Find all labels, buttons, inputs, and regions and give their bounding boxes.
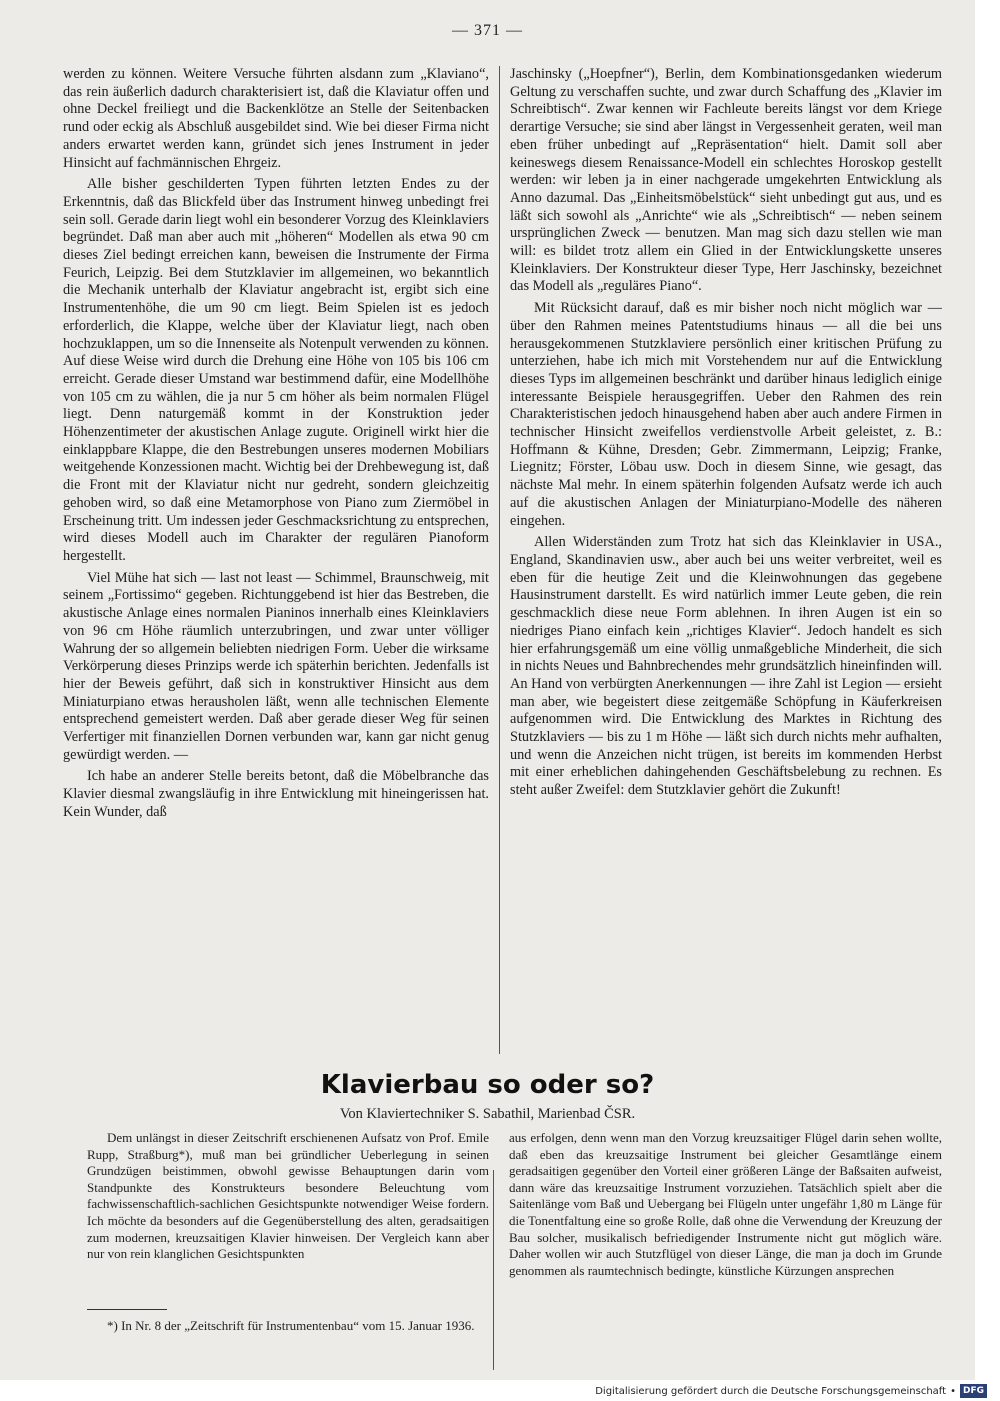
text-column-left bbox=[63, 66, 489, 1056]
page-number: — 371 — bbox=[452, 22, 523, 39]
column-paragraph: Alle bisher geschilderten Typen führten letzten Endes zu der Erkenntnis, daß das Blickfeld über das Instrument hinweg unbedingt frei sein soll. Gerade darin liegt wohl ein besonderer Vorzug des Kleinklaviers begründet. Daß man aber auch mit „höheren“ Modellen als etwa 90 cm dieses Ziel bedingt erreichen kann, beweisen die Instrumente der Firma Feurich, Leipzig. Bei dem Stutzklavier im allgemeinen, wo bekanntlich die Mechanik unterhalb der Klaviatur angebracht ist, ergibt sich eine Instrumentenhöhe, die um 90 cm liegt. Beim Spielen ist es jedoch erforderlich, die Klappe, welche über der Klaviatur liegt, nach oben hochzuklappen, um so die Innenseite als Notenpult verwenden zu können. Auf diese Weise wird durch die Drehung eine Höhe von 105 bis 106 cm erreicht. Gerade dieser Umstand war bestimmend dafür, eine Modellhöhe von 105 cm zu wählen, die ja nur 5 cm höher als beim normalen Flügel liegt. Denn naturgemäß kommt in der Konstruktion jeder Höhenzentimeter der akustischen Anlage zugute. Originell wirkt hier die einklappbare Klappe, die den Bestrebungen unseres modernen Mobiliars weitgehende Konzessionen macht. Wichtig bei der Drehbewegung ist, daß die Front mit der Klaviatur nicht nur gedreht, sondern gleichzeitig gehoben wird, so daß eine Metamorphose von Piano zum Ziermöbel in Erscheinung tritt. Um indessen jeder Geschmacksrichtung zu entsprechen, wird dieses Modell auch im Charakter der regulären Pianoform hergestellt. bbox=[63, 176, 489, 564]
column-paragraph: Mit Rücksicht darauf, daß es mir bisher noch nicht möglich war — über den Rahmen meines Patentstudiums hinaus — all die bei uns herausgekommenen Stutzklaviere persönlich einer kritischen Prüfung zu unterziehen, habe ich mich mit Vorstehendem nur auf die Entwicklung dieses Typs im allgemeinen beschränkt und darüber hinaus lediglich einige interessante Beispiele herausgegriffen. Ueber den Rahmen des rein Charakteristischen jedoch hinausgehend haben aber auch andere Firmen in technischer Hinsicht zweifellos verdienstvolle Arbeit geleistet, z. B.: Hoffmann & Kühne, Dresden; Gebr. Zimmermann, Leipzig; Franke, Liegnitz; Förster, Löbau usw. Doch in diesem Sinne, wie gesagt, das nächste Mal mehr. In einem späterhin folgenden Aufsatz werde ich auch auf die akustischen Anlagen der Miniaturpiano-Modelle des näheren eingehen. bbox=[510, 300, 942, 529]
footnote: *) In Nr. 8 der „Zeitschrift für Instrumentenbau“ vom 15. Januar 1936. bbox=[107, 1318, 475, 1333]
footnote-rule bbox=[87, 1309, 167, 1310]
column-divider-bottom bbox=[493, 1170, 494, 1370]
text-column-right bbox=[510, 66, 942, 1056]
article-paragraph: Dem unlängst in dieser Zeitschrift erschienenen Aufsatz von Prof. Emile Rupp, Straßburg*), muß man bei gründlicher Ueberlegung in seinen Grundzügen beistimmen, obwohl gewisse Behauptungen darin vom Standpunkte des Konstrukteurs besondere Beleuchtung vom fachwissenschaftlich-sachlichen Gesichtspunkte notwendiger Weise fordern. Ich möchte da besonders auf die Gegenüberstellung des alten, geradsaitigen zum modernen, kreuzsaitigen Klavier hinweisen. Der Vergleich kann aber nur von rein klanglichen Gesichtspunkten bbox=[87, 1130, 489, 1262]
column-paragraph: Jaschinsky („Hoepfner“), Berlin, dem Kombinationsgedanken wiederum Geltung zu verschaffen suchte, und zwar durch Schaffung des „Klavier im Schreibtisch“. Zwar kennen wir Fachleute bereits längst vor dem Kriege derartige Versuche; sie sind aber längst in Vergessenheit geraten, weil man eben früher unbedingt auf „Repräsentation“ hielt. Damit soll aber keineswegs diesem Renaissance-Modell ein schlechtes Horoskop gestellt werden: wir leben ja in einer nachgerade umgekehrten Entwicklung als Anno dazumal. Das „Einheitsmöbelstück“ sieht unbedingt gut aus, und es läßt sich sowohl als „Anrichte“ wie als „Schreibtisch“ — neben seinem ursprünglichen Zweck — benutzen. Man mag sich dazu stellen wie man will: es bildet trotz allem ein Glied in der Entwicklungskette unseres Kleinklaviers. Der Konstrukteur dieser Type, Herr Jaschinsky, bezeichnet das Modell als „reguläres Piano“. bbox=[510, 66, 942, 295]
column-paragraph: Viel Mühe hat sich — last not least — Schimmel, Braunschweig, mit seinem „Fortissimo“ gegeben. Richtunggebend ist hier das Bestreben, die akustische Anlage eines normalen Pianinos innerhalb eines Kleinklaviers von 96 cm Höhe räumlich unterzubringen, und zwar unter völliger Wahrung der so allgemein beliebten niedrigen Form. Ueber die wirksame Verkörperung dieses Prinzips werde ich späterhin berichten. Jedenfalls ist hier der Beweis geführt, daß sich in konstruktiver Hinsicht aus dem Miniaturpiano etwas herausholen läßt, wenn alle technischen Elemente entsprechend gemeistert werden. Daß aber gerade dieser Weg für seinen Verfertiger mit finanziellen Dornen verbunden war, kann gar nicht genug gewürdigt werden. — bbox=[63, 569, 489, 763]
column-paragraph: Allen Widerständen zum Trotz hat sich das Kleinklavier in USA., England, Skandinavien usw., aber auch bei uns weiter verbreitet, weil es eben für die heutige Zeit und die Kleinwohnungen das gegebene Hausinstrument darstellt. Es wird natürlich immer Leute geben, die rein geschmacklich diese neue Form ablehnen. In ihren Augen ist ein so niedriges Piano einfach kein „richtiges Klavier“. Jedoch handelt es sich hier erfahrungsgemäß um eine völlig unmaßgebliche Minderheit, die sich in nichts Neues und Bahnbrechendes mehr grundsätzlich hineinfinden will. An Hand von verbürgten Anerkennungen — ihre Zahl ist Legion — ersieht man aber, wie begeistert diese zeitgemäße Schöpfung in Käuferkreisen aufgenommen wird. Die Entwicklung des Marktes in Richtung des Stutzklaviers — bis zu 1 m Höhe — läßt sich durch nichts mehr aufhalten, und wenn die Anzeichen nicht trügen, ist bereits im kommenden Herbst mit einer erheblichen dahingehenden Geschäftsbelebung zu rechnen. Es steht außer Zweifel: dem Stutzklavier gehört die Zukunft! bbox=[510, 534, 942, 799]
credit-separator: • bbox=[950, 1385, 956, 1397]
digitization-credit bbox=[595, 1383, 987, 1399]
column-paragraph: Ich habe an anderer Stelle bereits betont, daß die Möbelbranche das Klavier diesmal zwangsläufig in ihre Entwicklung mit hineingerissen hat. Kein Wunder, daß bbox=[63, 768, 489, 820]
column-paragraph: werden zu können. Weitere Versuche führten alsdann zum „Klaviano“, das rein äußerlich dadurch charakterisiert ist, daß die Klaviatur offen und ohne Deckel freiliegt und die Backenklötze an Stelle der Seitenbacken rund oder eckig als Abschluß ausgebildet sind. Wie bei dieser Firma nicht anders erwartet werden kann, gründet sich jenes Instrument in jeder Hinsicht auf fachmännischen Ehrgeiz. bbox=[63, 66, 489, 171]
article-byline: Von Klaviertechniker S. Sabathil, Marienbad ČSR. bbox=[339, 1106, 636, 1122]
article-title: Klavierbau so oder so? bbox=[320, 1070, 655, 1100]
article-column-right bbox=[509, 1130, 942, 1370]
article-paragraph: aus erfolgen, denn wenn man den Vorzug kreuzsaitiger Flügel darin sehen wollte, daß eben das kreuzsaitige Instrument bei gleicher Gesamtlänge einem geradsaitigen gegenüber den Vorteil einer größeren Länge der Baßsaiten aufweist, dann wäre das kreuzsaitige Instrument vorzuziehen. Tatsächlich spielt aber die Saitenlänge vom Baß und Uebergang bei Flügeln unter ungefähr 1,80 m Länge für die Tonentfaltung eine so große Rolle, daß ohne die Verwendung der Kreuzung der Bau solcher, musikalisch befriedigender Instrumente nicht gut möglich wäre. Daher wollen wir auch Stutzflügel von dieser Länge, die man ja doch im Grunde genommen als raumtechnisch bedingte, künstliche Kürzungen ansprechen bbox=[509, 1130, 942, 1278]
dfg-logo: DFG bbox=[960, 1384, 987, 1398]
article-column-left bbox=[87, 1130, 489, 1280]
credit-text: Digitalisierung gefördert durch die Deutsche Forschungsgemeinschaft bbox=[595, 1385, 947, 1397]
column-divider-top bbox=[499, 66, 500, 1054]
